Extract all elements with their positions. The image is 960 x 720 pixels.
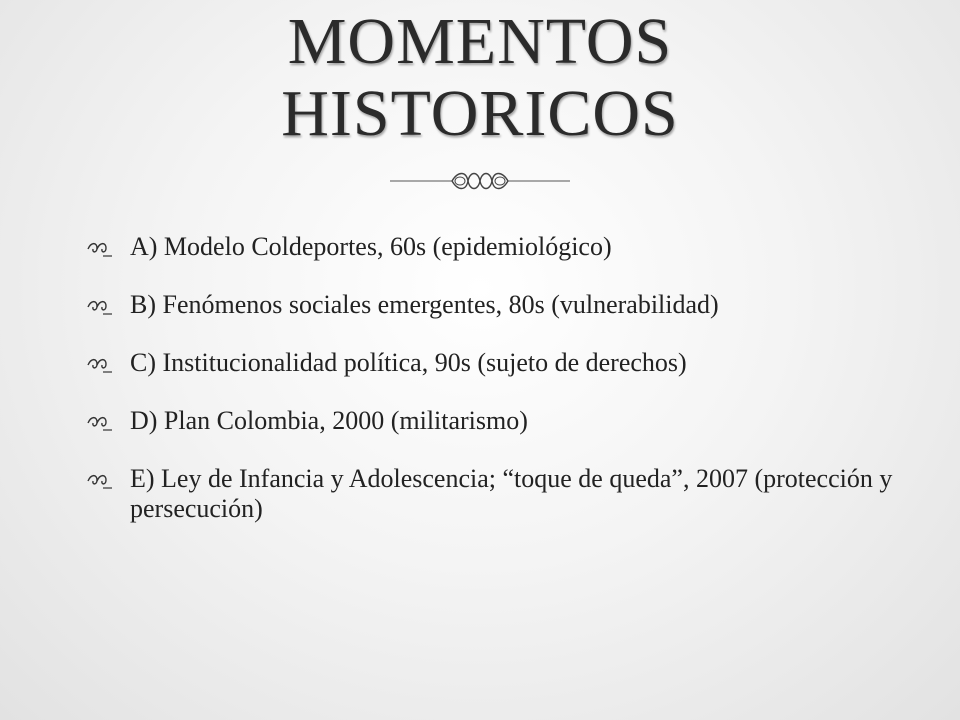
bullet-text: B) Fenómenos sociales emergentes, 80s (vulnerabilidad) [130, 290, 719, 319]
swirl-bullet-icon [86, 472, 114, 490]
bullet-text: D) Plan Colombia, 2000 (militarismo) [130, 406, 528, 435]
list-item [84, 464, 904, 524]
swirl-bullet-icon [86, 240, 114, 258]
bullet-list [84, 232, 904, 552]
ornamental-flourish-icon [390, 168, 570, 194]
list-item [84, 232, 904, 262]
title-line-2: HISTORICOS [281, 77, 679, 150]
bullet-text: A) Modelo Coldeportes, 60s (epidemiológico) [130, 232, 612, 261]
swirl-bullet-icon [86, 414, 114, 432]
list-item [84, 406, 904, 436]
bullet-text: E) Ley de Infancia y Adolescencia; “toque de queda”, 2007 (protección y persecución) [130, 464, 893, 523]
swirl-bullet-icon [86, 356, 114, 374]
list-item [84, 290, 904, 320]
title-line-1: MOMENTOS [287, 5, 673, 78]
list-item [84, 348, 904, 378]
swirl-bullet-icon [86, 298, 114, 316]
bullet-text: C) Institucionalidad política, 90s (sujeto de derechos) [130, 348, 687, 377]
slide-title [0, 6, 960, 150]
